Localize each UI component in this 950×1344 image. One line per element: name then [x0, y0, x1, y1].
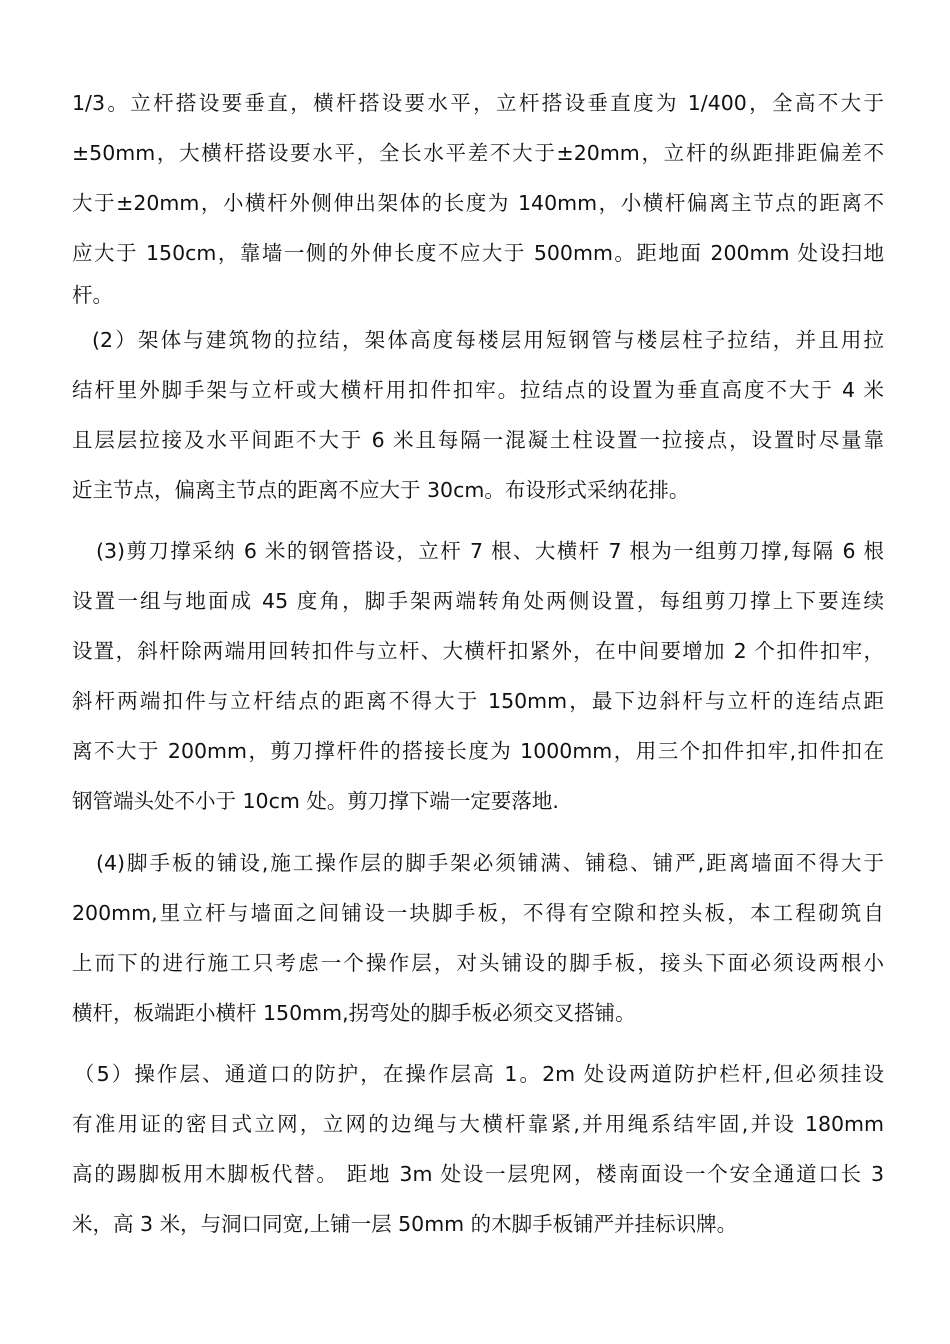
text-line: 米，高 3 米，与洞口同宽,上铺一层 50mm 的木脚手板铺严并挂标识牌。 [72, 1212, 738, 1236]
text-line: 离不大于 200mm，剪刀撑杆件的搭接长度为 1000mm，用三个扣件扣牢,扣件扣在 [72, 739, 884, 763]
text-line: 斜杆两端扣件与立杆结点的距离不得大于 150mm，最下边斜杆与立杆的连结点距 [72, 689, 884, 713]
text-line: 200mm,里立杆与墙面之间铺设一块脚手板，不得有空隙和控头板，本工程砌筑自 [72, 901, 884, 925]
text-line: 应大于 150cm，靠墙一侧的外伸长度不应大于 500mm。距地面 200mm 处设扫地 [72, 241, 884, 265]
text-line: 杆。 [72, 283, 113, 307]
text-line: (3)剪刀撑采纳 6 米的钢管搭设，立杆 7 根、大横杆 7 根为一组剪刀撑,每隔 6 根 [96, 539, 884, 563]
text-line: （5）操作层、通道口的防护，在操作层高 1。2m 处设两道防护栏杆,但必须挂设 [74, 1062, 884, 1086]
text-line: 结杆里外脚手架与立杆或大横杆用扣件扣牢。拉结点的设置为垂直高度不大于 4 米 [72, 378, 884, 402]
text-line: 大于±20mm，小横杆外侧伸出架体的长度为 140mm，小横杆偏离主节点的距离不 [72, 191, 884, 215]
text-line: ±50mm，大横杆搭设要水平，全长水平差不大于±20mm，立杆的纵距排距偏差不 [72, 141, 884, 165]
text-line: 1/3。立杆搭设要垂直，横杆搭设要水平，立杆搭设垂直度为 1/400，全高不大于 [72, 91, 884, 115]
text-line: 设置一组与地面成 45 度角，脚手架两端转角处两侧设置，每组剪刀撑上下要连续 [72, 589, 884, 613]
text-line: (4)脚手板的铺设,施工操作层的脚手架必须铺满、铺稳、铺严,距离墙面不得大于 [96, 851, 884, 875]
text-line: 横杆，板端距小横杆 150mm,拐弯处的脚手板必须交叉搭铺。 [72, 1001, 636, 1025]
text-line: 有准用证的密目式立网，立网的边绳与大横杆靠紧,并用绳系结牢固,并设 180mm [72, 1112, 884, 1136]
text-line: 高的踢脚板用木脚板代替。 距地 3m 处设一层兜网，楼南面设一个安全通道口长 3 [72, 1162, 884, 1186]
text-line: 钢管端头处不小于 10cm 处。剪刀撑下端一定要落地. [72, 789, 559, 813]
text-line: 上而下的进行施工只考虑一个操作层，对头铺设的脚手板，接头下面必须设两根小 [72, 951, 884, 975]
text-line: 设置，斜杆除两端用回转扣件与立杆、大横杆扣紧外，在中间要增加 2 个扣件扣牢， [72, 639, 884, 663]
text-line: 且层层拉接及水平间距不大于 6 米且每隔一混凝土柱设置一拉接点，设置时尽量靠 [72, 428, 884, 452]
text-line: 近主节点，偏离主节点的距离不应大于 30cm。布设形式采纳花排。 [72, 478, 690, 502]
text-line: (2）架体与建筑物的拉结，架体高度每楼层用短钢管与楼层柱子拉结，并且用拉 [92, 328, 884, 352]
